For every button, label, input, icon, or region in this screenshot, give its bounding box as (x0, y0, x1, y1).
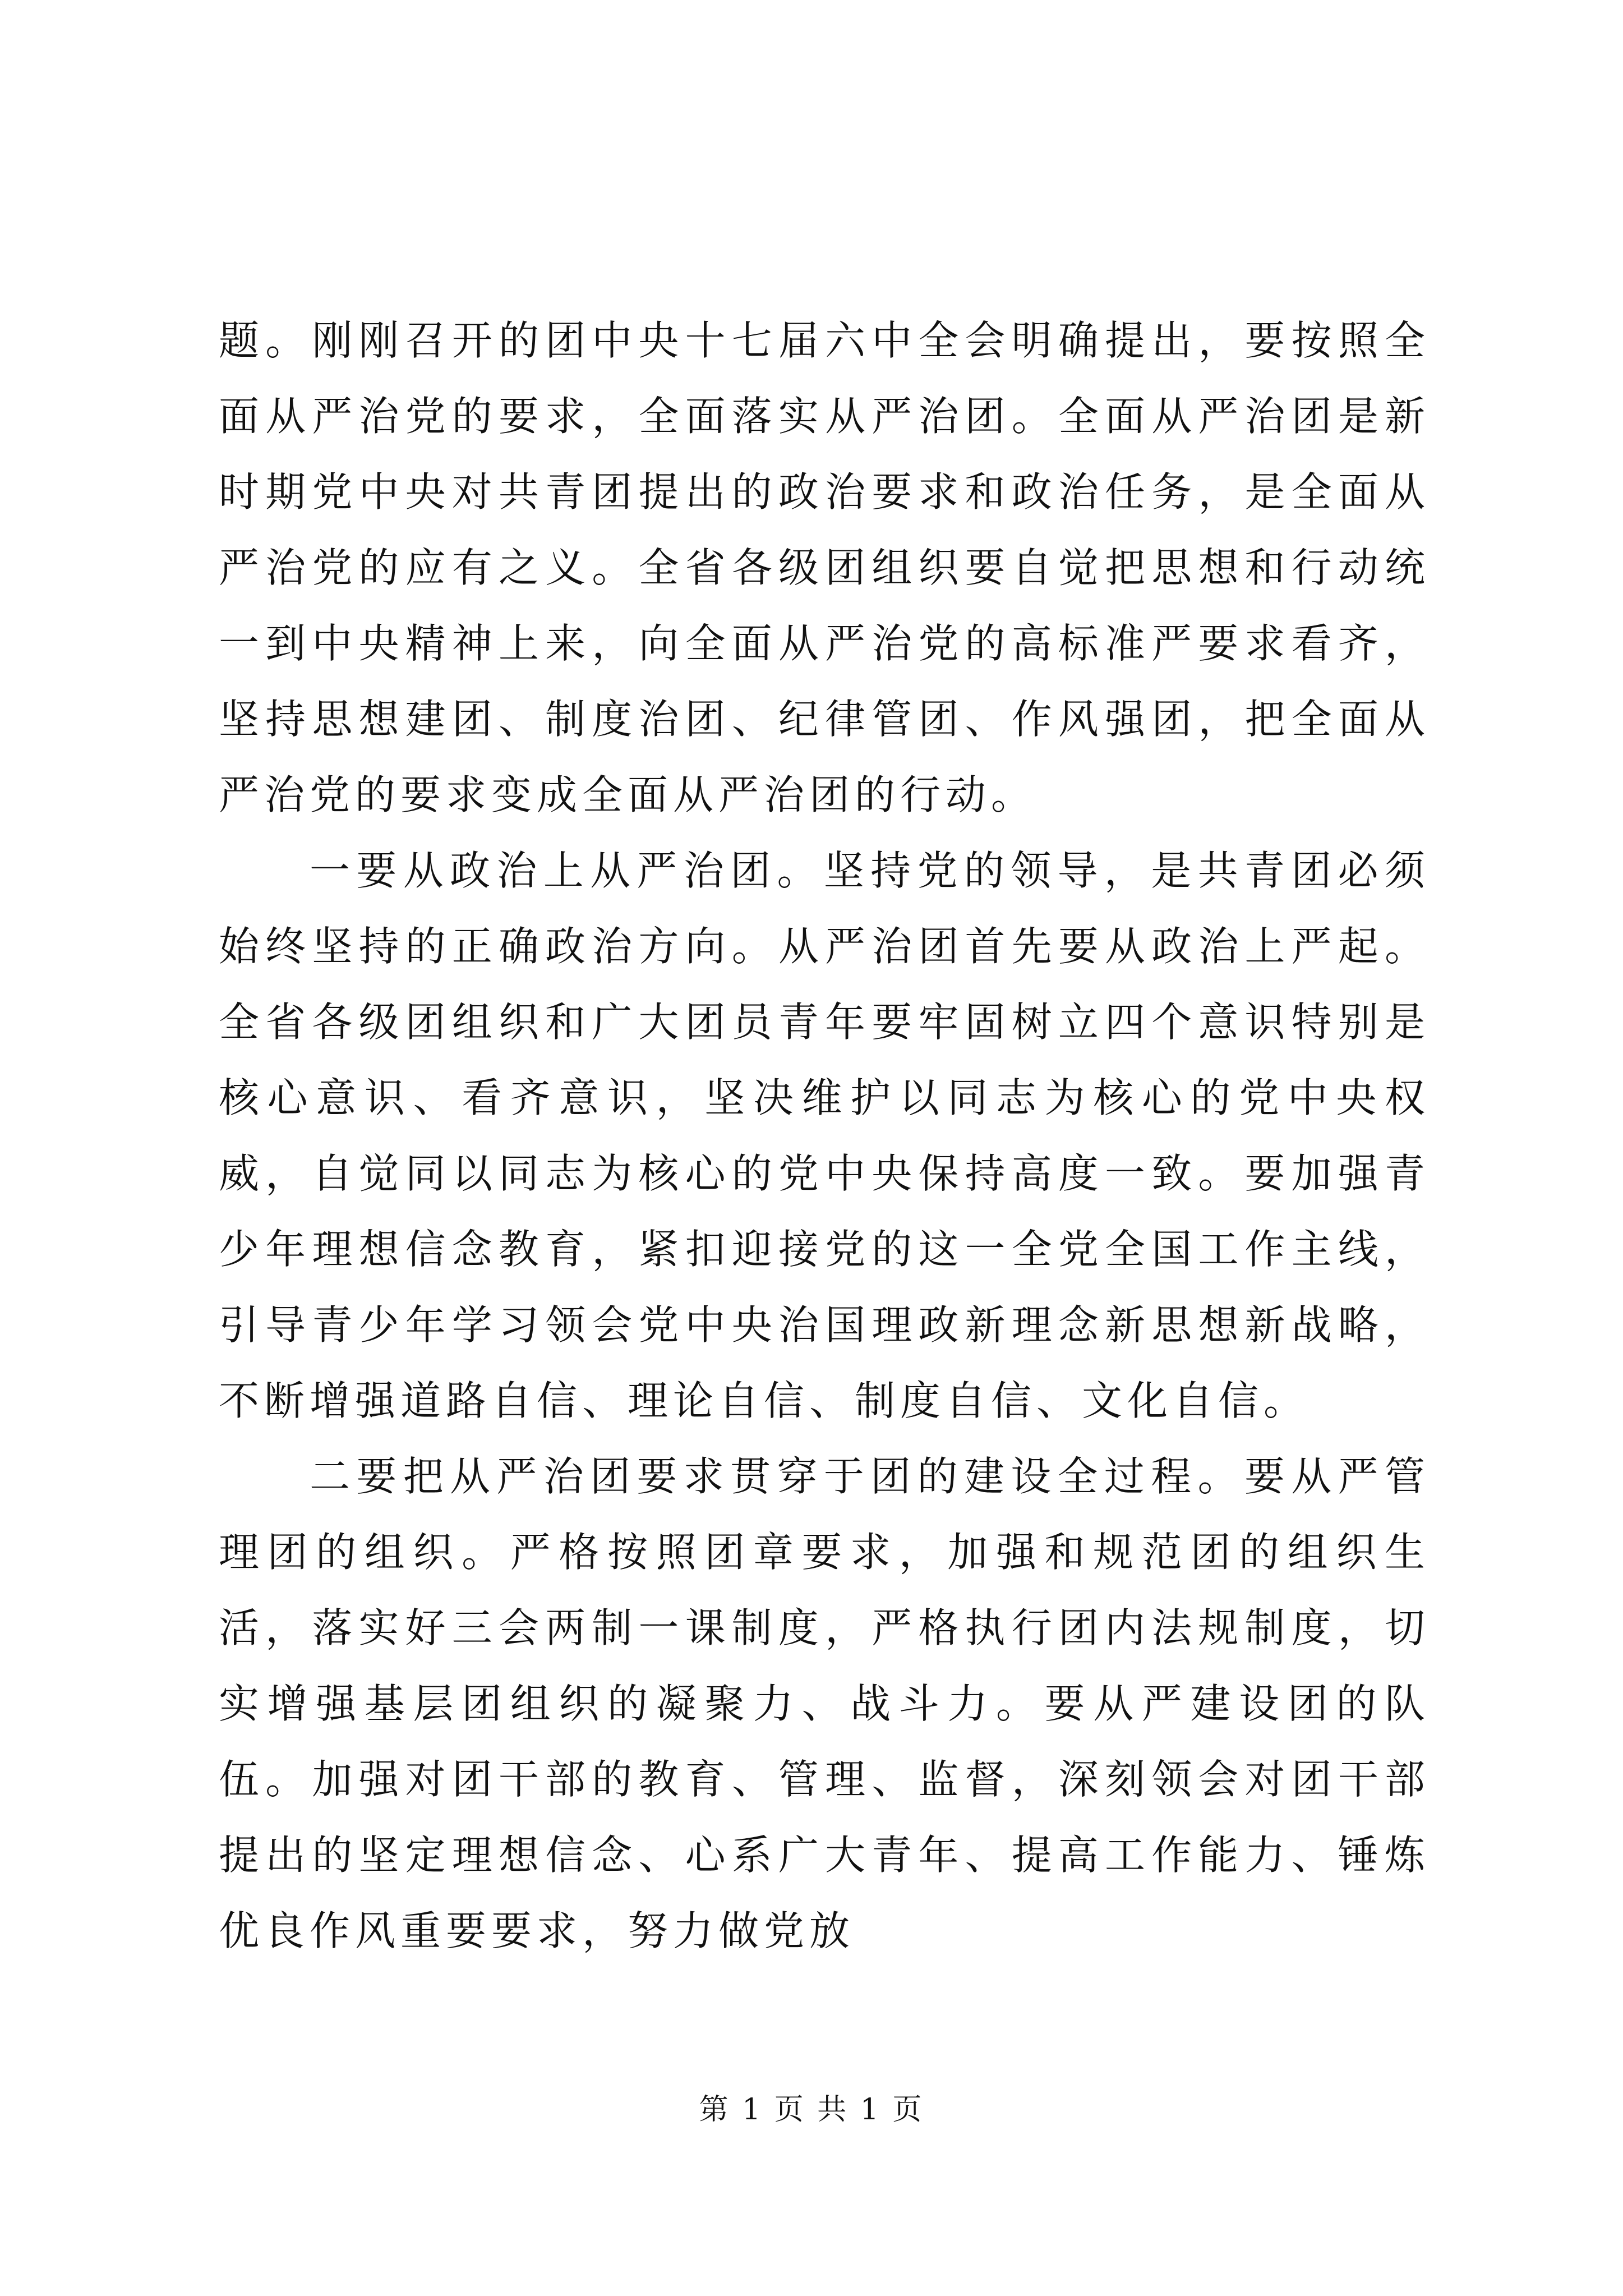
paragraph-continuation: 题。刚刚召开的团中央十七届六中全会明确提出，要按照全面从严治党的要求，全面落实从严治团。全面从严治团是新时期党中央对共青团提出的政治要求和政治任务，是全面从严治党的应有之义。全省各级团组织要自觉把思想和行动统一到中央精神上来，向全面从严治党的高标准严要求看齐，坚持思想建团、制度治团、纪律管团、作风强团，把全面从严治党的要求变成全面从严治团的行动。 (219, 317, 1430, 818)
paragraph-political-discipline: 一要从政治上从严治团。坚持党的领导，是共青团必须始终坚持的正确政治方向。从严治团首先要从政治上严起。全省各级团组织和广大团员青年要牢固树立四个意识特别是核心意识、看齐意识，坚决维护以同志为核心的党中央权威，自觉同以同志为核心的党中央保持高度一致。要加强青少年理想信念教育，紧扣迎接党的这一全党全国工作主线，引导青少年学习领会党中央治国理政新理念新思想新战略，不断增强道路自信、理论自信、制度自信、文化自信。 (219, 847, 1430, 1424)
page-number-footer: 第 1 页 共 1 页 (699, 2093, 924, 2127)
document-body (219, 303, 1430, 1969)
paragraph-organization-building: 二要把从严治团要求贯穿于团的建设全过程。要从严管理团的组织。严格按照团章要求，加强和规范团的组织生活，落实好三会两制一课制度，严格执行团内法规制度，切实增强基层团组织的凝聚力、战斗力。要从严建设团的队伍。加强对团干部的教育、管理、监督，深刻领会对团干部提出的坚定理想信念、心系广大青年、提高工作能力、锤炼优良作风重要要求，努力做党放 (219, 1453, 1430, 1954)
